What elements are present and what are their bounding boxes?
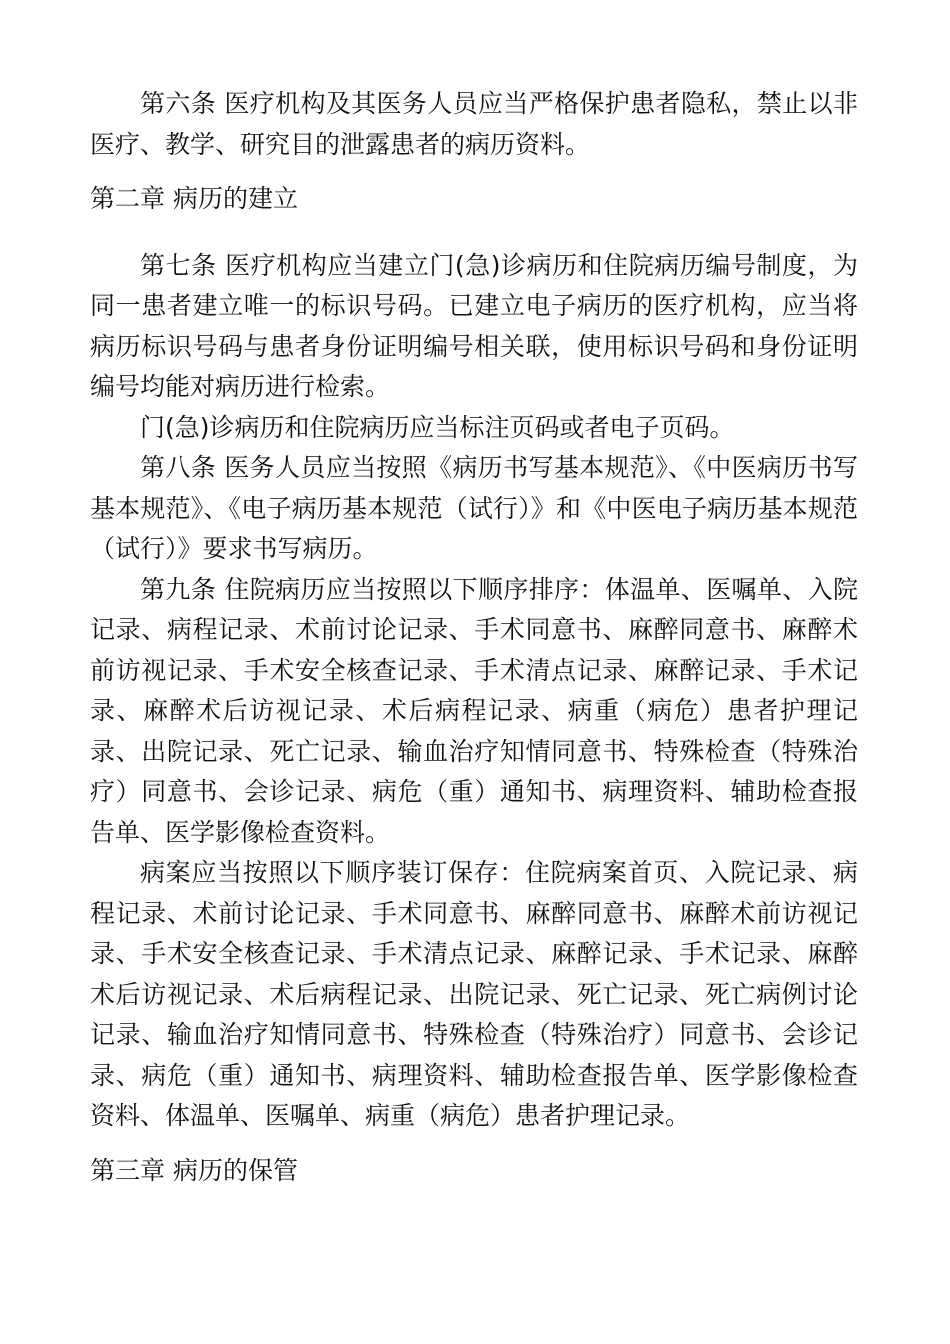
chapter-3-heading: 第三章 病历的保管 [90,1155,298,1185]
article-9-paragraph: 第九条 住院病历应当按照以下顺序排序：体温单、医嘱单、入院记录、病程记录、术前讨论记录、手术同意书、麻醉同意书、麻醉术前访视记录、手术安全核查记录、手术清点记录、麻醉记录、手术记录、麻醉术后访视记录、术后病程记录、病重（病危）患者护理记录、出院记录、死亡记录、输血治疗知情同意书、特殊检查（特殊治疗）同意书、会诊记录、病危（重）通知书、病理资料、辅助检查报告单、医学影像检查资料。 [90,574,858,847]
article-7-paragraph: 第七条 医疗机构应当建立门(急)诊病历和住院病历编号制度，为同一患者建立唯一的标识号码。已建立电子病历的医疗机构，应当将病历标识号码与患者身份证明编号相关联，使用标识号码和身份证明编号均能对病历进行检索。 [90,250,858,401]
article-9-binding-paragraph: 病案应当按照以下顺序装订保存：住院病案首页、入院记录、病程记录、术前讨论记录、手术同意书、麻醉同意书、麻醉术前访视记录、手术安全核查记录、手术清点记录、麻醉记录、手术记录、麻醉术后访视记录、术后病程记录、出院记录、死亡记录、死亡病例讨论记录、输血治疗知情同意书、特殊检查（特殊治疗）同意书、会诊记录、病危（重）通知书、病理资料、辅助检查报告单、医学影像检查资料、体温单、医嘱单、病重（病危）患者护理记录。 [90,858,858,1130]
chapter-2-heading: 第二章 病历的建立 [90,184,298,213]
article-7-paging-paragraph: 门(急)诊病历和住院病历应当标注页码或者电子页码。 [140,412,735,442]
article-8-paragraph: 第八条 医务人员应当按照《病历书写基本规范》、《中医病历书写基本规范》、《电子病历基本规范（试行）》和《中医电子病历基本规范（试行）》要求书写病历。 [90,453,858,563]
article-6-paragraph: 第六条 医疗机构及其医务人员应当严格保护患者隐私，禁止以非医疗、教学、研究目的泄露患者的病历资料。 [90,89,858,159]
document-page [90,84,858,1191]
